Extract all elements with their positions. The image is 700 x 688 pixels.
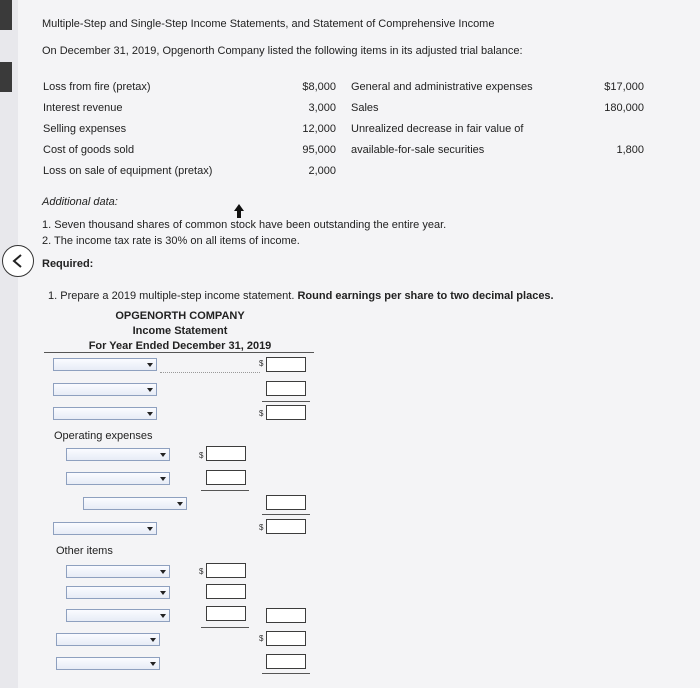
amount-input[interactable] — [266, 608, 306, 623]
tb-left-value: 2,000 — [308, 165, 336, 177]
amount-input[interactable] — [266, 381, 306, 396]
tb-right-value: $17,000 — [604, 81, 644, 93]
operating-expense-dropdown[interactable] — [66, 448, 170, 461]
tb-right-value: 1,800 — [616, 144, 644, 156]
problem-intro: On December 31, 2019, Opgenorth Company listed the following items in its adjusted trial balance: — [42, 45, 523, 57]
company-name: OPGENORTH COMPANY — [115, 310, 245, 322]
currency-symbol: $ — [259, 409, 264, 418]
required-task-rounding: Round earnings per share to two decimal places. — [297, 290, 554, 302]
problem-title: Multiple-Step and Single-Step Income Statements, and Statement of Comprehensive Income — [42, 18, 495, 30]
subtotal-rule — [262, 514, 310, 515]
currency-symbol: $ — [259, 634, 264, 643]
amount-input[interactable] — [266, 357, 306, 372]
line-item-dropdown[interactable] — [53, 358, 157, 371]
tb-left-label: Loss from fire (pretax) — [43, 81, 151, 93]
total-operating-expenses-dropdown[interactable] — [83, 497, 187, 510]
line-item-dropdown[interactable] — [56, 657, 160, 670]
line-item-dropdown[interactable] — [53, 407, 157, 420]
other-item-dropdown[interactable] — [66, 565, 170, 578]
tb-right-label: General and administrative expenses — [351, 81, 533, 93]
required-task — [48, 290, 554, 303]
other-item-dropdown[interactable] — [66, 609, 170, 622]
amount-input[interactable] — [266, 519, 306, 534]
tb-right-label: Sales — [351, 102, 379, 114]
header-rule — [44, 352, 314, 353]
line-item-dropdown[interactable] — [53, 383, 157, 396]
back-button[interactable] — [2, 245, 34, 277]
subtotal-rule — [262, 673, 310, 674]
additional-item: 2. The income tax rate is 30% on all items of income. — [42, 235, 300, 247]
subtotal-rule — [201, 627, 249, 628]
tb-left-value: 95,000 — [302, 144, 336, 156]
tb-right-value: 180,000 — [604, 102, 644, 114]
tb-left-value: 12,000 — [302, 123, 336, 135]
amount-input[interactable] — [206, 563, 246, 578]
amount-input[interactable] — [206, 584, 246, 599]
amount-input[interactable] — [206, 446, 246, 461]
leader-line — [160, 372, 260, 374]
mouse-cursor-icon — [234, 204, 244, 218]
amount-input[interactable] — [206, 470, 246, 485]
amount-input[interactable] — [266, 495, 306, 510]
operating-expense-dropdown[interactable] — [66, 472, 170, 485]
left-edge-strip — [0, 0, 18, 688]
required-task-text: 1. Prepare a 2019 multiple-step income statement. — [48, 290, 295, 302]
amount-input[interactable] — [266, 631, 306, 646]
subtotal-rule — [262, 401, 310, 402]
subtotal-rule — [201, 490, 249, 491]
line-item-dropdown[interactable] — [56, 633, 160, 646]
tb-left-label: Selling expenses — [43, 123, 127, 135]
amount-input[interactable] — [266, 654, 306, 669]
currency-symbol: $ — [259, 523, 264, 532]
statement-name: Income Statement — [132, 325, 228, 337]
line-item-dropdown[interactable] — [53, 522, 157, 535]
edge-marker — [0, 0, 12, 30]
tb-left-label: Cost of goods sold — [43, 144, 135, 156]
operating-expenses-label: Operating expenses — [54, 430, 153, 442]
other-items-label: Other items — [56, 545, 113, 557]
tb-left-label: Loss on sale of equipment (pretax) — [43, 165, 213, 177]
edge-marker — [0, 62, 12, 92]
tb-left-label: Interest revenue — [43, 102, 123, 114]
tb-right-label: available-for-sale securities — [351, 144, 485, 156]
amount-input[interactable] — [266, 405, 306, 420]
tb-left-value: 3,000 — [308, 102, 336, 114]
currency-symbol: $ — [199, 567, 204, 576]
tb-right-label: Unrealized decrease in fair value of — [351, 123, 524, 135]
statement-period: For Year Ended December 31, 2019 — [88, 340, 272, 352]
chevron-left-icon — [11, 253, 25, 269]
other-item-dropdown[interactable] — [66, 586, 170, 599]
additional-heading: Additional data: — [42, 196, 118, 208]
additional-item: 1. Seven thousand shares of common stock have been outstanding the entire year. — [42, 219, 447, 231]
amount-input[interactable] — [206, 606, 246, 621]
tb-left-value: $8,000 — [302, 81, 336, 93]
currency-symbol: $ — [199, 451, 204, 460]
required-heading: Required: — [42, 258, 94, 270]
currency-symbol: $ — [259, 359, 264, 368]
